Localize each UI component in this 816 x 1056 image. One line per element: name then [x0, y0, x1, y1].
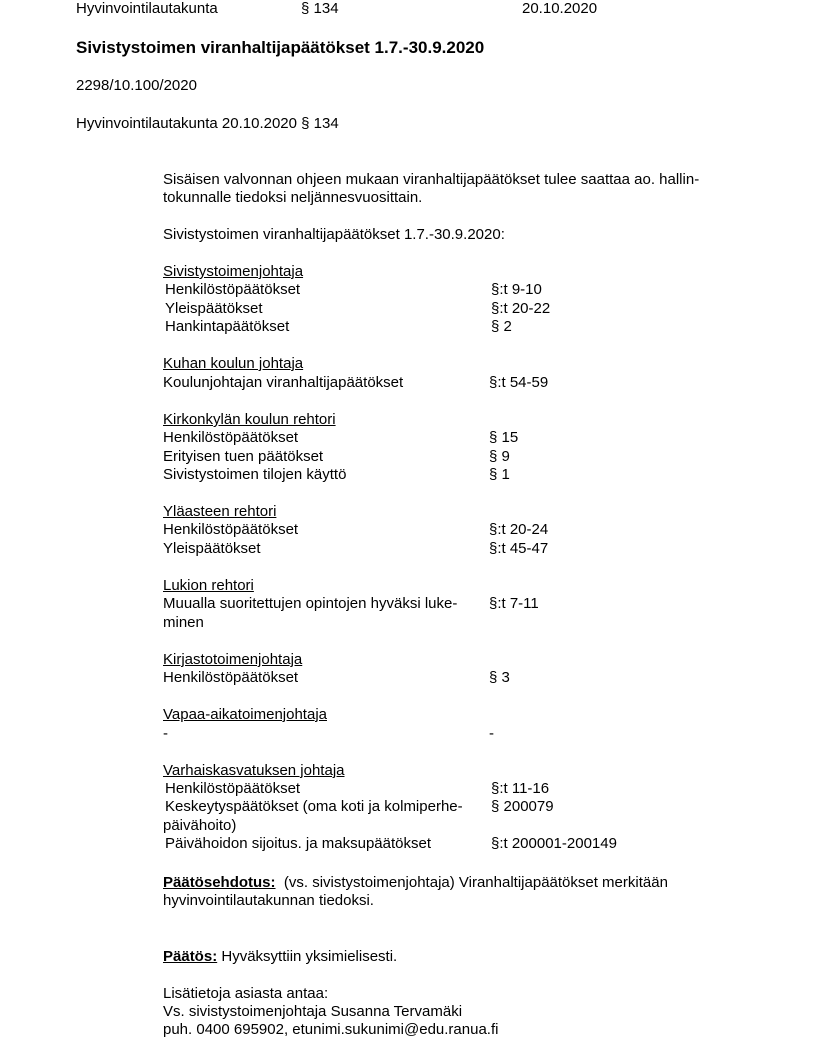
header-section: § 134: [301, 0, 339, 17]
decision-text: Hyväksyttiin yksimielisesti.: [221, 948, 398, 965]
group-heading: Yläasteen rehtori: [163, 503, 277, 520]
group-row-value: § 3: [489, 669, 510, 686]
group-row-label: Henkilöstöpäätökset: [163, 429, 299, 446]
group-row-label-continued: päivähoito): [163, 817, 237, 834]
group-row-label: Keskeytyspäätökset (oma koti ja kolmiperhe-: [165, 798, 463, 815]
decision-line: [163, 948, 397, 966]
decision-label: Päätös:: [163, 948, 218, 965]
group-row-label: Päivähoidon sijoitus. ja maksupäätökset: [165, 835, 431, 852]
group-row-label: Koulunjohtajan viranhaltijapäätökset: [163, 374, 404, 391]
group-row-label: Yleispäätökset: [165, 300, 263, 317]
group-row-label: Hankintapäätökset: [165, 318, 290, 335]
group-row-label: Henkilöstöpäätökset: [165, 281, 301, 298]
group-row-value: §:t 11-16: [491, 780, 550, 797]
group-row-value: § 9: [489, 448, 510, 465]
group-row-label: Muualla suoritettujen opintojen hyväksi luke-: [163, 595, 458, 612]
group-row-label-continued: minen: [163, 614, 204, 631]
group-heading: Kirjastotoimenjohtaja: [163, 651, 303, 668]
group-row-value: §:t 200001-200149: [491, 835, 617, 852]
intro-line-1: Sisäisen valvonnan ohjeen mukaan viranhaltijapäätökset tulee saattaa ao. hallin-: [163, 171, 700, 188]
group-row-value: §:t 54-59: [489, 374, 549, 391]
group-row-label: Henkilöstöpäätökset: [163, 669, 299, 686]
group-row-value: § 2: [491, 318, 512, 335]
group-row-value: §:t 20-24: [489, 521, 549, 538]
group-row-value: § 200079: [491, 798, 554, 815]
group-heading: Varhaiskasvatuksen johtaja: [163, 762, 345, 779]
group-heading: Vapaa-aikatoimenjohtaja: [163, 706, 327, 723]
group-heading: Kirkonkylän koulun rehtori: [163, 411, 336, 428]
header-board: Hyvinvointilautakunta: [76, 0, 218, 17]
proposal-line-2: hyvinvointilautakunnan tiedoksi.: [163, 892, 374, 909]
contact-line-2: Vs. sivistystoimenjohtaja Susanna Tervamäki: [163, 1003, 463, 1020]
group-row-value: §:t 45-47: [489, 540, 549, 557]
group-row-label: Henkilöstöpäätökset: [165, 780, 301, 797]
proposal-label: Päätösehdotus:: [163, 874, 276, 891]
proposal-text-1: (vs. sivistystoimenjohtaja) Viranhaltijapäätökset merkitään: [283, 874, 668, 891]
page-title: Sivistystoimen viranhaltijapäätökset 1.7.-30.9.2020: [76, 38, 485, 57]
meeting-reference: Hyvinvointilautakunta 20.10.2020 § 134: [76, 115, 339, 132]
group-row-label: Henkilöstöpäätökset: [163, 521, 299, 538]
group-row-value: §:t 20-22: [491, 300, 551, 317]
header-date: 20.10.2020: [522, 0, 598, 17]
group-row-label: Yleispäätökset: [163, 540, 261, 557]
group-row-value: -: [489, 725, 494, 742]
contact-line-3: puh. 0400 695902, etunimi.sukunimi@edu.ranua.fi: [163, 1021, 499, 1038]
group-heading: Kuhan koulun johtaja: [163, 355, 304, 372]
group-row-value: §:t 9-10: [491, 281, 542, 298]
group-row-value: §:t 7-11: [489, 595, 539, 612]
record-number: 2298/10.100/2020: [76, 77, 197, 94]
proposal-line-1: [163, 874, 668, 892]
group-heading: Lukion rehtori: [163, 577, 254, 594]
group-row-label: Sivistystoimen tilojen käyttö: [163, 466, 347, 483]
group-row-label: Erityisen tuen päätökset: [163, 448, 324, 465]
intro-line-2: tokunnalle tiedoksi neljännesvuosittain.: [163, 189, 423, 206]
contact-line-1: Lisätietoja asiasta antaa:: [163, 985, 329, 1002]
list-heading: Sivistystoimen viranhaltijapäätökset 1.7.-30.9.2020:: [163, 226, 505, 243]
group-heading: Sivistystoimenjohtaja: [163, 263, 304, 280]
group-row-value: § 15: [489, 429, 519, 446]
group-row-label: -: [163, 725, 168, 742]
group-row-value: § 1: [489, 466, 510, 483]
